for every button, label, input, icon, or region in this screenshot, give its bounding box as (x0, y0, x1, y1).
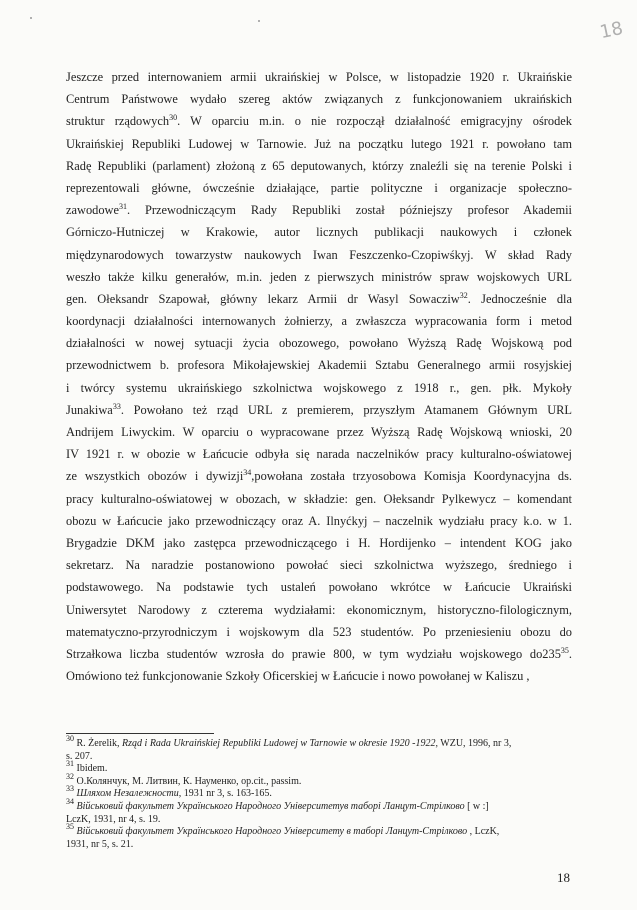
handwritten-page-mark: 18 (598, 17, 625, 44)
page-number: 18 (557, 870, 570, 885)
scan-speck (30, 17, 32, 19)
footnote-line: $^{30}$ R. Żerelik, Rząd i Rada Ukraińskiej Republiki Ludowej w Tarnowie w okresie 1920 -1922, WZU, 1996, nr 3, (66, 734, 512, 749)
body-line: struktur rządowych$^{30}$. W oparciu m.in. o nie rozpoczął działalność emigracyjny ośrodek (66, 113, 572, 129)
footnote-reference: 33 (112, 401, 121, 411)
footnote-line: s. 207. (66, 750, 93, 762)
body-line: Uniwersytet Narodowy z czterema wydziałami: ekonomicznym, historyczno-filologicznym, (66, 602, 572, 617)
footnote-line: LczK, 1931, nr 4, s. 19. (66, 813, 161, 825)
footnote-line: $^{34}$ Військовий факультет Українського Народного Університетув таборі Ланцут-Стрілково [ w :] (66, 796, 489, 812)
footnote-number: 31 (66, 759, 74, 769)
footnote-reference: 30 (169, 113, 178, 123)
footnote-line: $^{35}$ Військовий факультет Українського Народного Університету в таборі Ланцут-Стрілково , LczK, (66, 822, 500, 838)
footnote-line: $^{31}$ Ibidem. (66, 759, 108, 775)
body-line: matematyczno-przyrodniczym i wojskowym dla 523 studentów. Po przeniesieniu obozu do (66, 624, 572, 639)
footnote-title: Шляхом Незалежности, (76, 788, 182, 800)
footnote-reference: 34 (243, 468, 252, 478)
footnote-number: 34 (66, 796, 74, 806)
body-line: Górniczo-Hutniczej w Krakowie, autor licznych publikacji naukowych i członek (66, 225, 572, 240)
body-line: Omówiono też funkcjonowanie Szkoły Oficerskiej w Łańcucie i nowo powołanej w Kaliszu , (66, 669, 530, 684)
body-line: ze wszystkich obozów i dywizji$^{34}$,powołana została trzyosobowa Komisja Koordynacyjna ds. (66, 468, 572, 484)
footnote-separator (66, 733, 214, 734)
body-line: międzynarodowych towarzystw naukowych Iwan Feszczenko-Czopiwśkyj. W skład Rady (66, 247, 572, 262)
footnote-title: Rząd i Rada Ukraińskiej Republiki Ludowej w Tarnowie w okresie 1920 -1922, (122, 738, 438, 749)
body-line: Jeszcze przed internowaniem armii ukraińskiej w Polsce, w listopadzie 1920 r. Ukraińskie (66, 70, 572, 84)
body-line: przewodnictwem b. profesora Mikołajewskiej Akademii Sztabu Generalnego armii rosyjskiej (66, 358, 572, 373)
body-line: Centrum Państwowe wydało szereg aktów związanych z funkcjonowaniem ukraińskich (66, 92, 572, 107)
body-line: IV 1921 r. w obozie w Łańcucie odbyła się narada naczelników pracy kulturalno-oświatowej (66, 447, 572, 462)
body-line: Junakiwa$^{33}$. Powołano też rząd URL z premierem, przyszłym Atamanem Głównym URL (66, 401, 572, 417)
footnote-reference: 32 (459, 290, 468, 300)
body-line: gen. Ołeksandr Szapował, główny lekarz Armii dr Wasyl Sowacziw$^{32}$. Jednocześnie dla (66, 290, 573, 306)
body-line: i twórcy systemu ukraińskiego szkolnictwa wojskowego z 1918 r., gen. płk. Mykoły (66, 380, 572, 395)
body-line: Strzałkowa liczba studentów wzrosła do prawie 800, w tym wydziału wojskowego $do235^{35}$. (66, 645, 572, 661)
footnote-title: Військовий факультет Українського Народного Університету в таборі Ланцут-Стрілково (76, 826, 468, 838)
footnote-number: 35 (66, 822, 74, 832)
footnote-number: 30 (66, 734, 74, 743)
body-line: reprezentowali główne, ówcześnie działające, partie polityczne i organizacje społeczno- (66, 180, 572, 195)
body-line: Radę Republiki (parlament) złożoną z 65 deputowanych, którzy znaleźli się na terenie Polski i (66, 158, 572, 173)
body-line: sekretarz. Na naradzie postanowiono powołać sieci szkolnictwa wyższego, średniego i (66, 558, 572, 573)
body-line: obozu w Łańcucie jako przewodniczący oraz A. Ilnyćkyj – naczelnik wydziału pracy k.o. w 1. (66, 513, 572, 528)
body-line: Brygadzie DKM jako zastępca przewodniczącego i H. Hordijenko – intendent KOG jako (66, 535, 572, 550)
footnote-line: 1931, nr 5, s. 21. (66, 838, 134, 850)
body-line: podstawowego. Na podstawie tych ustaleń powołano wkrótce w Łańcucie Ukraiński (66, 580, 572, 595)
footnote-number: 33 (66, 784, 74, 794)
footnote-line: $^{32}$ O.Колянчук, М. Литвин, К. Науменко, op.cit., passim. (66, 771, 302, 787)
footnote-title: Військовий факультет Українського Народного Університетув таборі Ланцут-Стрілково (76, 800, 465, 812)
body-line: Ukraińskiej Republiki Ludowej w Tarnowie. Już na początku lutego 1921 r. powołano tam (66, 136, 572, 151)
main-body-text (66, 66, 572, 687)
body-line: koordynacji działalności internowanych żołnierzy, a zwłaszcza wypracowania form i metod (66, 314, 572, 329)
scan-speck (258, 20, 260, 22)
footnotes (66, 734, 572, 851)
body-line: działalności w nowej sytuacji życia obozowego, powołano Wyższą Radę Wojskową pod (66, 336, 572, 351)
footnote-reference: 31 (118, 202, 127, 212)
body-line: weszło także kilku generałów, m.in. jeden z pierwszych ministrów spraw wojskowych URL (66, 269, 572, 284)
body-line: zawodowe$^{31}$. Przewodniczącym Rady Republiki został późniejszy profesor Akademii (66, 202, 572, 218)
body-line: pracy kulturalno-oświatowej w obozach, w składzie: gen. Ołeksandr Pylkewycz – komendant (66, 491, 572, 506)
body-line: Andrijem Liwyckim. W oparciu o wypracowane przez Wyższą Radę Wojskową wnioski, 20 (66, 425, 572, 439)
footnote-reference: 35 (560, 645, 569, 655)
footnote-number: 32 (66, 771, 74, 781)
footnote-line: $^{33}$ Шляхом Незалежности, 1931 nr 3, s. 163-165. (66, 784, 272, 800)
